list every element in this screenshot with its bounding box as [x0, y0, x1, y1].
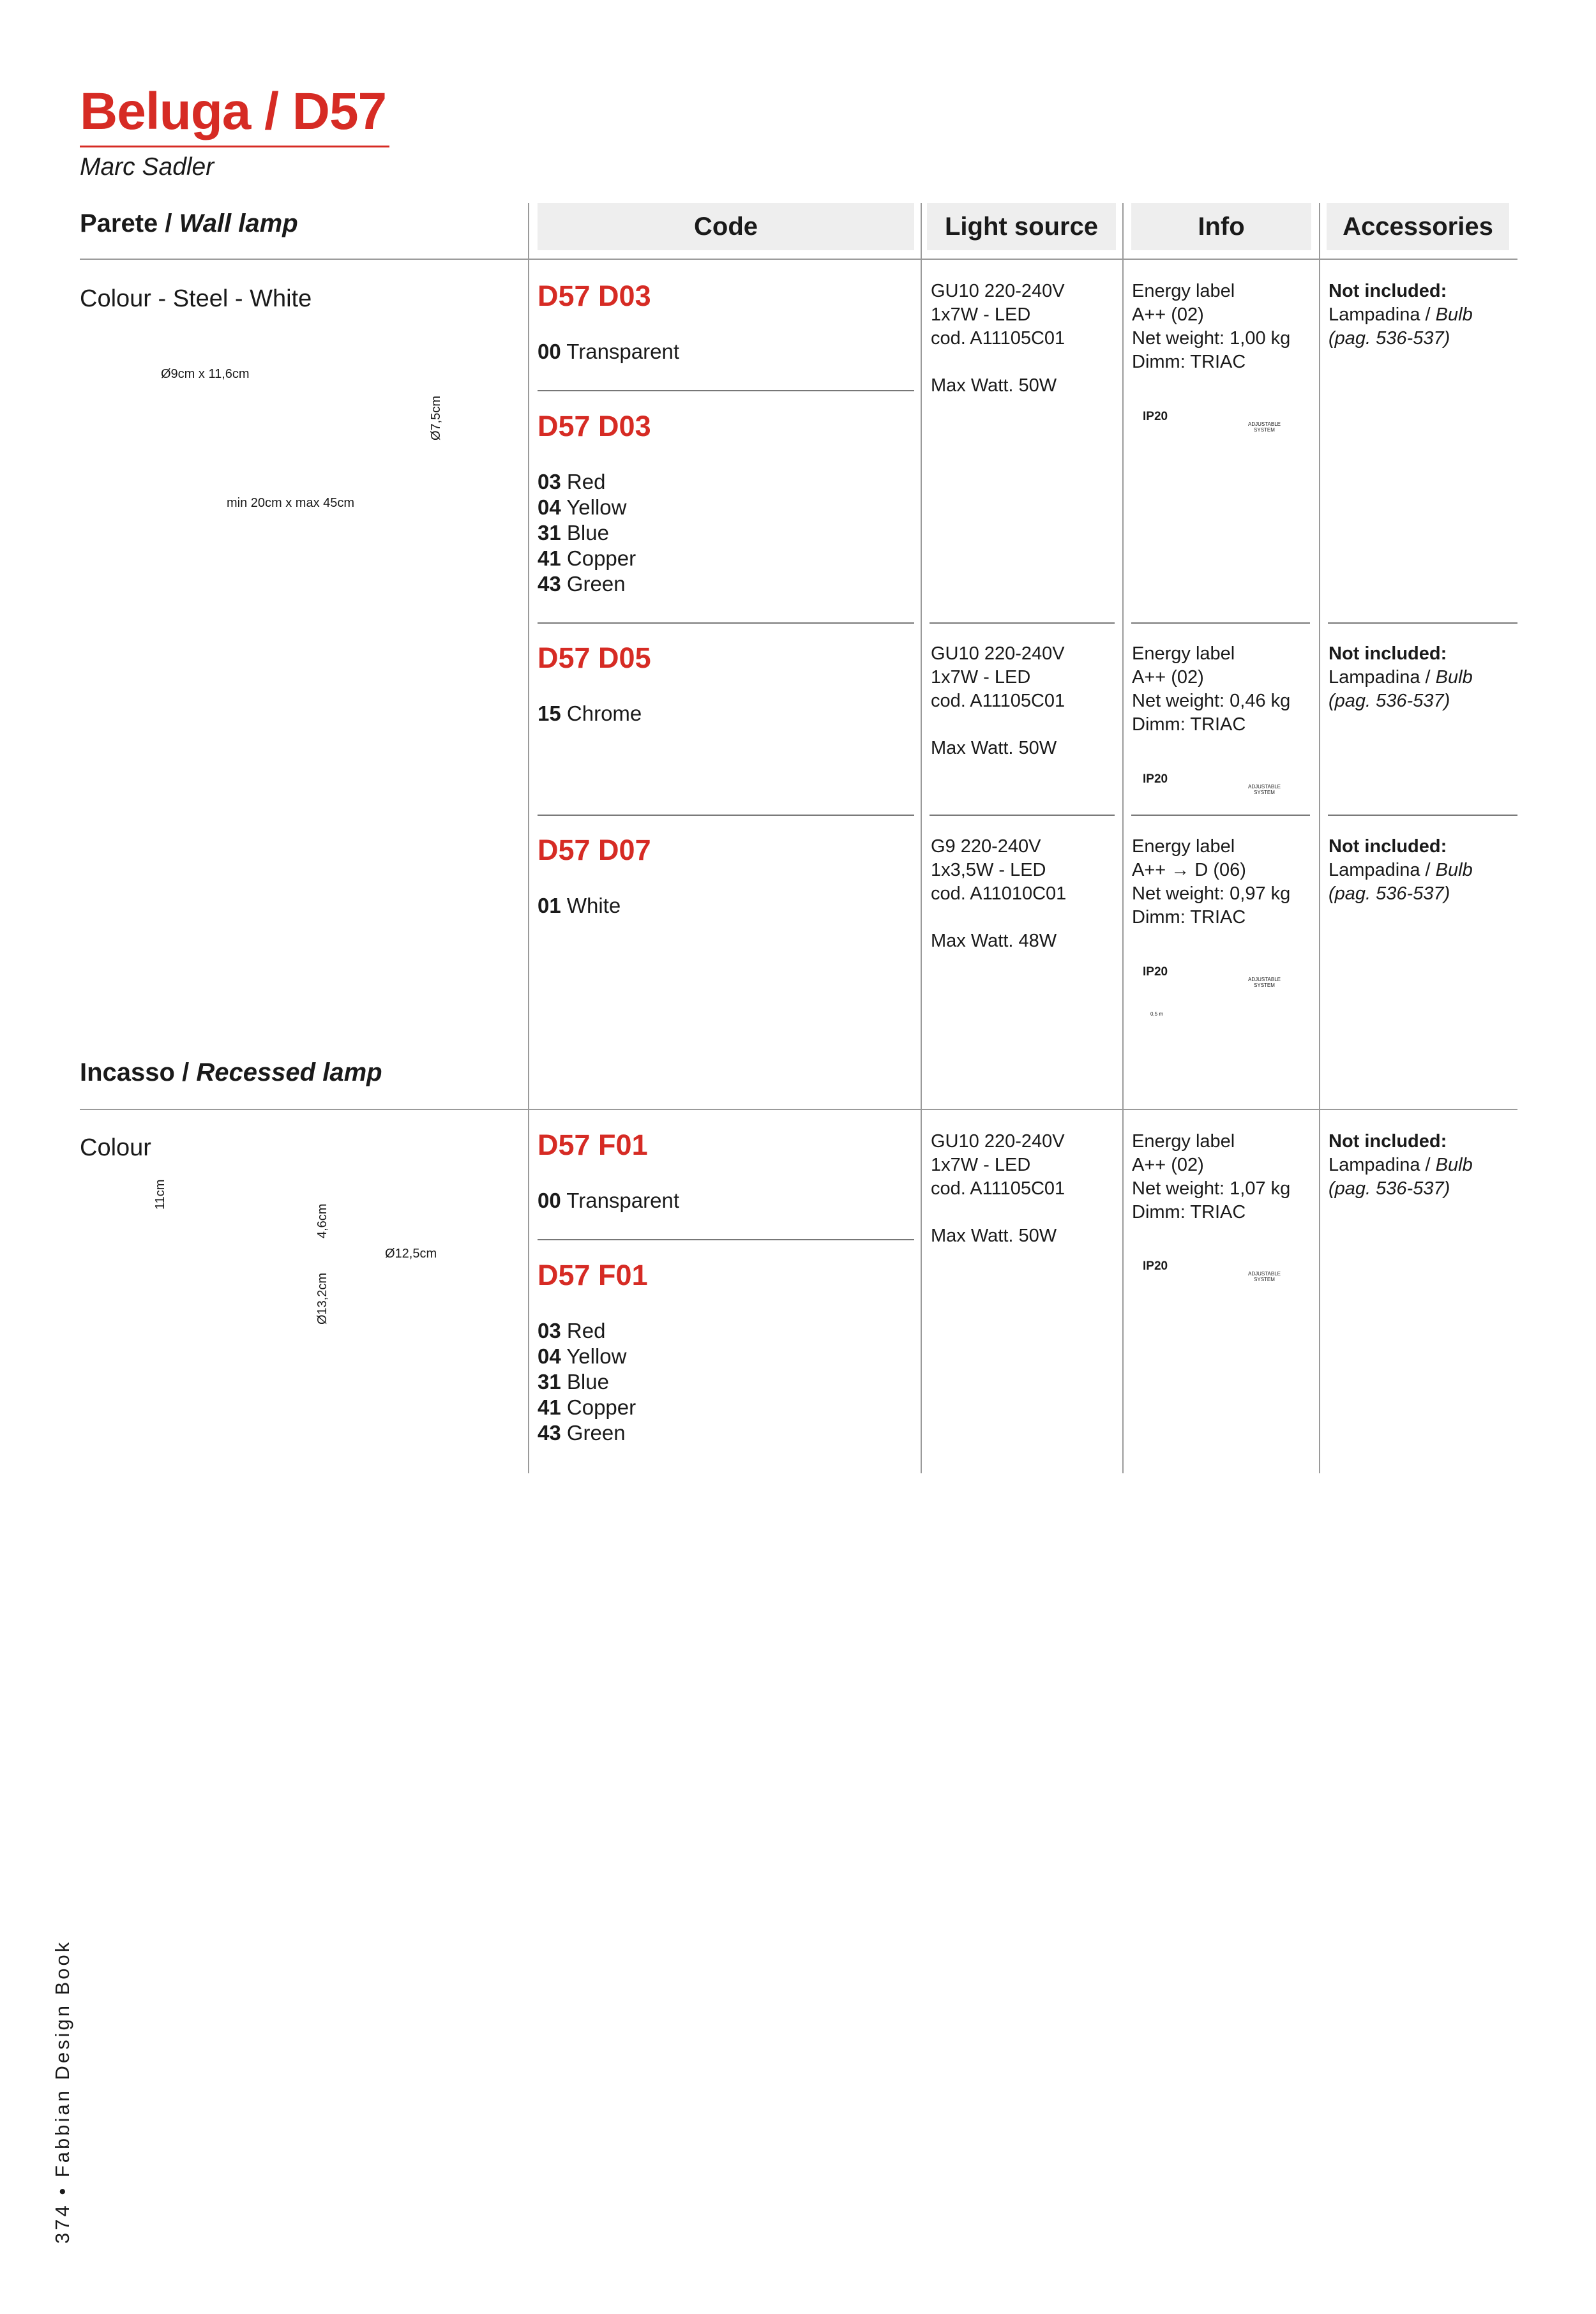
- product-code: D57 D07: [538, 834, 651, 866]
- row-rule: [1328, 815, 1517, 816]
- accessories-info: Not included: Lampadina / Bulb (pag. 536-537): [1329, 836, 1473, 904]
- variant-item: 31 Blue: [538, 1370, 609, 1394]
- row-rule: [930, 622, 1115, 624]
- dim-cut: Ø12,5cm: [385, 1247, 437, 1261]
- section-rule: [80, 1109, 1517, 1110]
- variant-item: 00 Transparent: [538, 1189, 679, 1212]
- row-rule: [930, 815, 1115, 816]
- row-rule: [538, 815, 914, 816]
- variant-list: [538, 469, 636, 597]
- product-code: D57 D03: [538, 410, 651, 442]
- ip-rating: IP20: [1143, 410, 1168, 423]
- dim-shade: Ø9cm x 11,6cm: [161, 367, 250, 381]
- product-info: Energy label A++ (02) Net weight: 0,46 kg Dimm: TRIAC: [1132, 643, 1291, 735]
- variant-item: 41 Copper: [538, 1395, 636, 1419]
- header-accessories: Accessories: [1327, 203, 1509, 250]
- variant-list: [538, 893, 621, 919]
- dim-depth: 4,6cm: [315, 1203, 329, 1238]
- variant-item: 03 Red: [538, 470, 606, 493]
- light-source-info: G9 220-240V 1x3,5W - LED cod. A11010C01 Max Watt. 48W: [931, 836, 1067, 951]
- row-rule: [538, 622, 914, 624]
- variant-list: [538, 339, 679, 364]
- column-divider: [1122, 203, 1124, 1473]
- column-divider: [1319, 203, 1320, 1473]
- adjustable-system-label: ADJUSTABLE SYSTEM: [1248, 977, 1281, 988]
- ip-rating: IP20: [1143, 1259, 1168, 1273]
- product-code: D57 F01: [538, 1259, 648, 1291]
- column-divider: [921, 203, 922, 1473]
- row-rule: [1328, 622, 1517, 624]
- ip-rating: IP20: [1143, 772, 1168, 786]
- variant-item: 15 Chrome: [538, 702, 642, 725]
- section-label-recessed: Incasso / Recessed lamp: [80, 1058, 382, 1086]
- dim-height: 11cm: [153, 1179, 167, 1210]
- row-rule: [538, 1239, 914, 1240]
- wall-colour-label: Colour - Steel - White: [80, 285, 312, 312]
- header-light-source: Light source: [927, 203, 1116, 250]
- product-code: D57 D05: [538, 642, 651, 674]
- variant-list: [538, 1318, 636, 1446]
- variant-list: [538, 1188, 679, 1213]
- variant-item: 01 White: [538, 894, 621, 917]
- dim-arm: min 20cm x max 45cm: [227, 496, 355, 510]
- header-rule: [80, 259, 1517, 260]
- accessories-info: Not included: Lampadina / Bulb (pag. 536-537): [1329, 1131, 1473, 1199]
- variant-item: 00 Transparent: [538, 340, 679, 363]
- variant-item: 03 Red: [538, 1319, 606, 1342]
- variant-item: 04 Yellow: [538, 495, 627, 519]
- light-source-info: GU10 220-240V 1x7W - LED cod. A11105C01 Max Watt. 50W: [931, 1131, 1065, 1246]
- row-rule: [1131, 622, 1310, 624]
- section-label-wall: Parete / Wall lamp: [80, 209, 298, 237]
- variant-item: 31 Blue: [538, 521, 609, 545]
- variant-item: 43 Green: [538, 572, 626, 596]
- header-info: Info: [1131, 203, 1311, 250]
- column-divider: [528, 203, 529, 1473]
- adjustable-system-label: ADJUSTABLE SYSTEM: [1248, 1271, 1281, 1282]
- product-info: Energy label A++ → D (06) Net weight: 0,97 kg Dimm: TRIAC: [1132, 836, 1291, 928]
- page-title: Beluga / D57: [80, 82, 387, 140]
- recessed-colour-label: Colour: [80, 1134, 151, 1161]
- product-code: D57 F01: [538, 1129, 648, 1161]
- distance-label: 0,5 m: [1150, 1011, 1164, 1017]
- ip-rating: IP20: [1143, 965, 1168, 979]
- dim-base: Ø7,5cm: [429, 395, 443, 440]
- variant-item: 41 Copper: [538, 546, 636, 570]
- page-footer: 374 • Fabbian Design Book: [51, 1939, 73, 2244]
- dim-diameter: Ø13,2cm: [315, 1272, 329, 1325]
- accessories-info: Not included: Lampadina / Bulb (pag. 536-537): [1329, 281, 1473, 349]
- adjustable-system-label: ADJUSTABLE SYSTEM: [1248, 784, 1281, 795]
- light-source-info: GU10 220-240V 1x7W - LED cod. A11105C01 Max Watt. 50W: [931, 643, 1065, 758]
- header-code: Code: [538, 203, 914, 250]
- variant-list: [538, 701, 642, 726]
- row-rule: [538, 390, 914, 391]
- row-rule: [1131, 815, 1310, 816]
- product-code: D57 D03: [538, 280, 651, 312]
- product-info: Energy label A++ (02) Net weight: 1,00 kg Dimm: TRIAC: [1132, 281, 1291, 372]
- designer-name: Marc Sadler: [80, 153, 215, 181]
- product-info: Energy label A++ (02) Net weight: 1,07 kg Dimm: TRIAC: [1132, 1131, 1291, 1222]
- adjustable-system-label: ADJUSTABLE SYSTEM: [1248, 421, 1281, 433]
- accessories-info: Not included: Lampadina / Bulb (pag. 536-537): [1329, 643, 1473, 711]
- title-underline: [80, 146, 389, 147]
- light-source-info: GU10 220-240V 1x7W - LED cod. A11105C01 Max Watt. 50W: [931, 281, 1065, 396]
- variant-item: 04 Yellow: [538, 1344, 627, 1368]
- variant-item: 43 Green: [538, 1421, 626, 1445]
